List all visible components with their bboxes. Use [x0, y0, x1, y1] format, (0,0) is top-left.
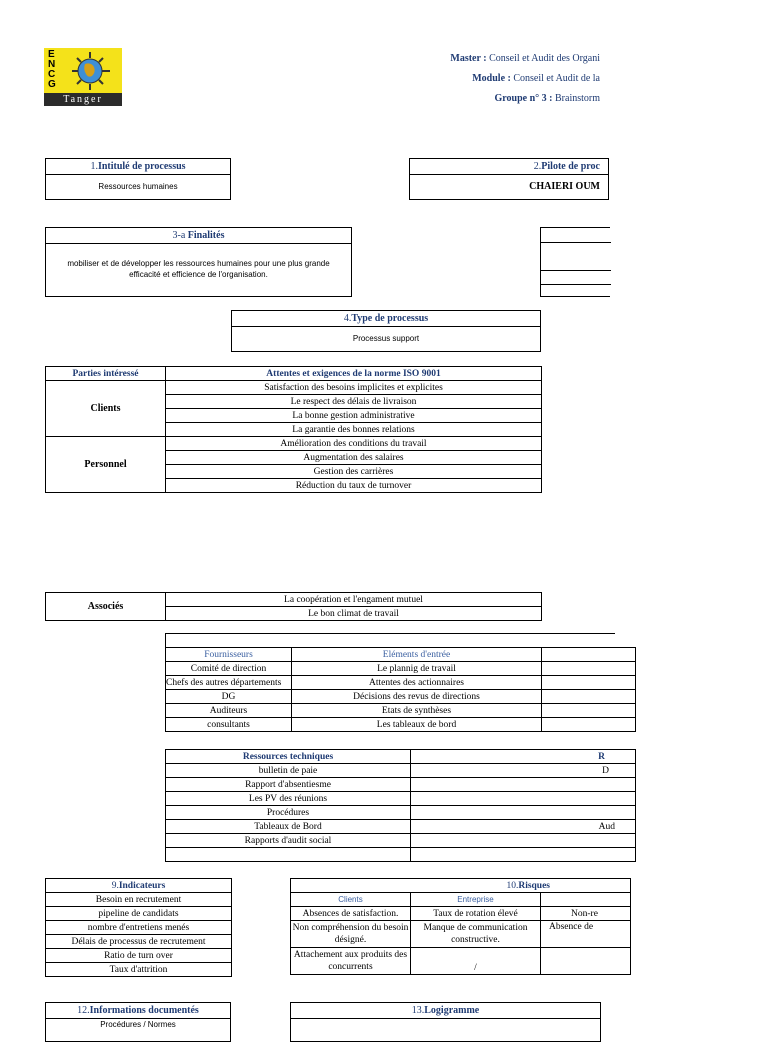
parties-table — [45, 366, 542, 493]
risk-cell: / — [411, 948, 541, 975]
ressources-other-header: R — [411, 750, 636, 764]
logo-letter-n: N — [48, 59, 56, 70]
section-informations-header: 12.Informations documentés — [46, 1003, 230, 1019]
risks-table — [290, 878, 631, 975]
associes-item: La coopération et l'engament mutuel — [166, 593, 542, 607]
fournisseur-cell: DG — [166, 690, 292, 704]
header-groupe-value: Brainstorm — [555, 93, 600, 104]
resource-other-cell: D — [411, 764, 636, 778]
resources-table — [165, 749, 636, 862]
resource-cell: Procédures — [166, 806, 411, 820]
indicators-header: 9.Indicateurs — [46, 879, 232, 893]
header-module-value: Conseil et Audit de la — [513, 73, 600, 84]
risks-clients-header: Clients — [291, 893, 411, 907]
indicator-item: Taux d'attrition — [46, 963, 232, 977]
resource-other-cell — [411, 792, 636, 806]
risk-cell: Attachement aux produits des concurrents — [291, 948, 411, 975]
clients-label: Clients — [46, 381, 166, 437]
clients-item: La garantie des bonnes relations — [166, 423, 542, 437]
resource-cell: Tableaux de Bord — [166, 820, 411, 834]
section-intitule-header: 1.Intitulé de processus — [46, 159, 230, 175]
resource-cell — [166, 848, 411, 862]
section-logigramme-header: 13.Logigramme — [291, 1003, 600, 1019]
logo — [44, 48, 122, 106]
section-logigramme — [290, 1002, 601, 1042]
indicator-item: Ratio de turn over — [46, 949, 232, 963]
header-module — [400, 73, 600, 84]
risks-col3-header — [541, 893, 631, 907]
section-pilote — [409, 158, 609, 200]
resource-other-cell — [411, 778, 636, 792]
header-master — [400, 53, 600, 64]
globe-emblem-icon — [60, 50, 120, 92]
fournisseur-cell: Comité de direction — [166, 662, 292, 676]
logo-city: Tanger — [63, 94, 103, 105]
clients-item: La bonne gestion administrative — [166, 409, 542, 423]
risk-cell: Non-re — [541, 907, 631, 921]
header-master-label: Master : — [450, 53, 487, 64]
inputs-top-row — [165, 633, 615, 648]
inputs-table — [165, 647, 636, 732]
resource-cell: Les PV des réunions — [166, 792, 411, 806]
associes-label: Associés — [46, 593, 166, 621]
resource-other-cell — [411, 834, 636, 848]
fournisseur-cell: Chefs des autres départements — [166, 676, 292, 690]
entree-cell: Attentes des actionnaires — [292, 676, 542, 690]
indicator-item: pipeline de candidats — [46, 907, 232, 921]
logo-letter-g: G — [48, 79, 56, 90]
indicator-item: nombre d'entretiens menés — [46, 921, 232, 935]
parties-col-header: Parties intéressé — [46, 367, 166, 381]
risk-cell: Taux de rotation élevé — [411, 907, 541, 921]
logo-letter-e: E — [48, 49, 55, 60]
entree-cell: Les tableaux de bord — [292, 718, 542, 732]
clients-item: Le respect des délais de livraison — [166, 395, 542, 409]
risk-cell: Absence de — [541, 921, 631, 948]
risk-cell: Absences de satisfaction. — [291, 907, 411, 921]
associes-item: Le bon climat de travail — [166, 607, 542, 621]
personnel-item: Amélioration des conditions du travail — [166, 437, 542, 451]
personnel-label: Personnel — [46, 437, 166, 493]
fournisseurs-col-header: Fournisseurs — [166, 648, 292, 662]
risk-cell: Non compréhension du besoin désigné. — [291, 921, 411, 948]
section-intitule-value: Ressources humaines — [98, 182, 178, 191]
elements-entree-col-header: Eléments d'entrée — [292, 648, 542, 662]
header-master-value: Conseil et Audit des Organi — [489, 53, 600, 64]
header-groupe — [400, 93, 600, 104]
indicator-item: Délais de processus de recrutement — [46, 935, 232, 949]
entree-cell: Etats de synthèses — [292, 704, 542, 718]
header-groupe-label: Groupe n° 3 : — [494, 93, 553, 104]
section-finalites-header: 3-a Finalités — [46, 228, 351, 244]
resource-other-cell — [411, 806, 636, 820]
section-pilote-value: CHAIERI OUM — [529, 181, 600, 192]
resource-other-cell: Aud — [411, 820, 636, 834]
section-informations-value: Procédures / Normes — [100, 1020, 176, 1029]
personnel-item: Augmentation des salaires — [166, 451, 542, 465]
entree-cell: Le plannig de travail — [292, 662, 542, 676]
ressources-techniques-header: Ressources techniques — [166, 750, 411, 764]
indicator-item: Besoin en recrutement — [46, 893, 232, 907]
associes-table — [45, 592, 542, 621]
header-module-label: Module : — [472, 73, 511, 84]
entree-cell: Décisions des revus de directions — [292, 690, 542, 704]
fournisseur-cell: consultants — [166, 718, 292, 732]
resource-cell: bulletin de paie — [166, 764, 411, 778]
risks-entreprise-header: Entreprise — [411, 893, 541, 907]
section-3b-grid — [540, 227, 610, 297]
personnel-item: Gestion des carrières — [166, 465, 542, 479]
exigences-col-header: Attentes et exigences de la norme ISO 9001 — [166, 367, 542, 381]
risks-header: 10.Risques — [291, 879, 631, 893]
personnel-item: Réduction du taux de turnover — [166, 479, 542, 493]
section-informations — [45, 1002, 231, 1042]
risk-cell: Manque de communication constructive. — [411, 921, 541, 948]
section-type-processus — [231, 310, 541, 352]
logo-letter-c: C — [48, 69, 56, 80]
section-pilote-header: 2.Pilote de proc — [410, 159, 608, 175]
resource-other-cell — [411, 848, 636, 862]
section-finalites-value: mobiliser et de développer les ressources humaines pour une plus grande efficacité et efficience de l'organisation. — [67, 259, 330, 279]
risk-cell — [541, 948, 631, 975]
section-type-value: Processus support — [352, 334, 420, 343]
clients-item: Satisfaction des besoins implicites et explicites — [166, 381, 542, 395]
fournisseur-cell: Auditeurs — [166, 704, 292, 718]
resource-cell: Rapport d'absentiesme — [166, 778, 411, 792]
section-type-header: 4.Type de processus — [232, 311, 540, 327]
section-intitule — [45, 158, 231, 200]
indicators-table — [45, 878, 232, 977]
resource-cell: Rapports d'audit social — [166, 834, 411, 848]
section-finalites — [45, 227, 352, 297]
